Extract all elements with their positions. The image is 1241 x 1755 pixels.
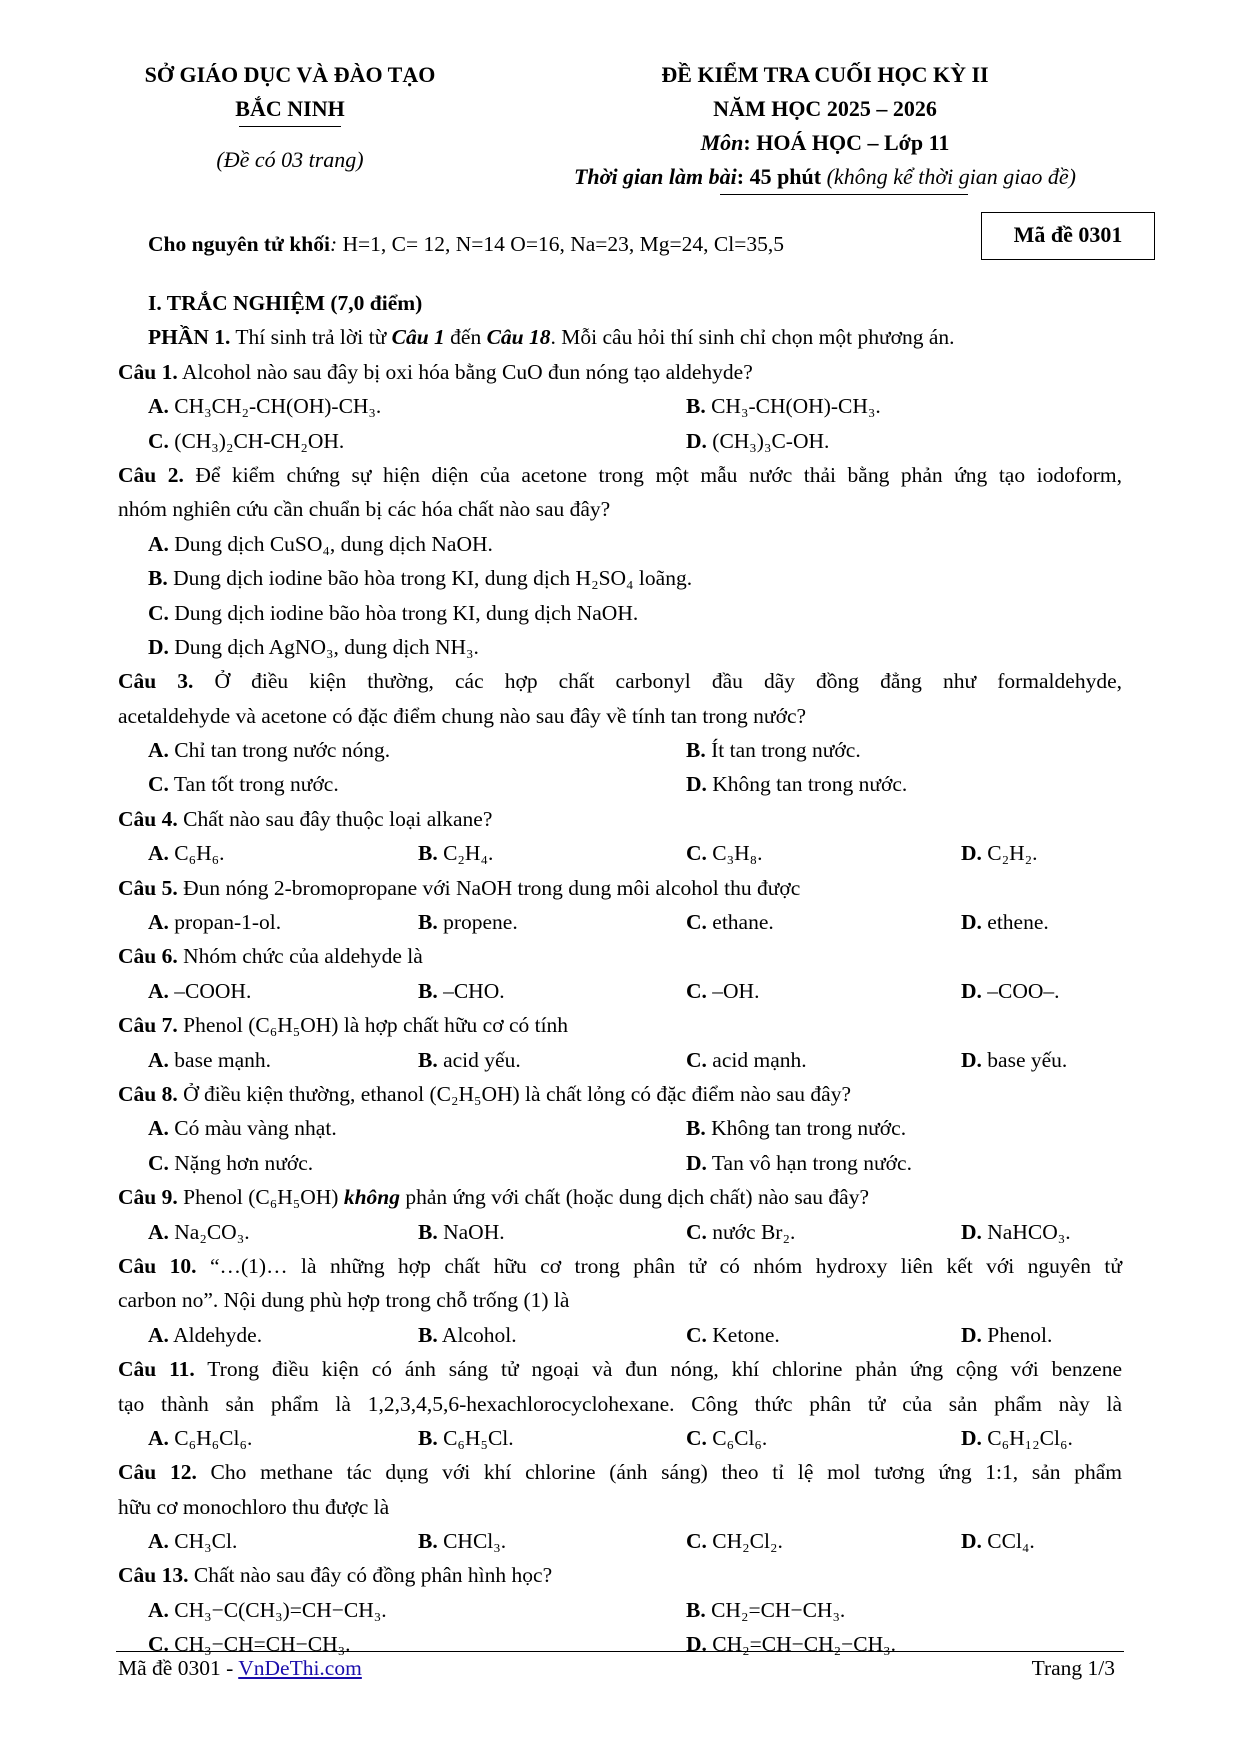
- option-letter: B.: [418, 1219, 438, 1244]
- question-label: Câu 3.: [118, 669, 194, 694]
- option-text: ethene.: [987, 910, 1049, 935]
- option-b: [686, 733, 861, 767]
- option-letter: D.: [961, 978, 982, 1003]
- question-text: Alcohol nào sau đây bị oxi hóa bằng CuO đun nóng tạo aldehyde?: [181, 359, 753, 384]
- option-letter: D.: [686, 1150, 707, 1175]
- option-text: base mạnh.: [174, 1047, 271, 1072]
- option-b: [418, 905, 518, 939]
- question-stem: [118, 939, 1122, 973]
- question-label: Câu 2.: [118, 462, 184, 487]
- option-d: [961, 836, 1038, 870]
- option-c: [148, 424, 344, 458]
- atomic-mass-values: H=1, C= 12, N=14 O=16, Na=23, Mg=24, Cl=35,5: [337, 232, 784, 256]
- question-stem: [118, 355, 1122, 389]
- question-label: Câu 11.: [118, 1357, 195, 1382]
- option-letter: B.: [686, 1597, 706, 1622]
- option-text: Phenol.: [987, 1322, 1053, 1347]
- option-text: C₆H₅Cl.: [443, 1425, 514, 1450]
- exam-title: ĐỀ KIỂM TRA CUỐI HỌC KỲ II: [661, 62, 989, 87]
- option-letter: B.: [686, 394, 706, 419]
- option-text: ethane.: [712, 910, 774, 935]
- option-letter: B.: [148, 566, 168, 591]
- option-d: [686, 767, 907, 801]
- atomic-mass-line: [148, 232, 784, 257]
- option-row: [118, 389, 1122, 423]
- option-row: [118, 733, 1122, 767]
- option-text: Ketone.: [712, 1322, 780, 1347]
- question-text: Ở điều kiện thường, các hợp chất carbonyl đầu dãy đồng đẳng như formaldehyde,: [214, 669, 1122, 694]
- time-underline: [720, 194, 968, 195]
- option-c: [686, 1043, 807, 1077]
- part-text: Thí sinh trả lời từ: [230, 325, 392, 350]
- option-a: [148, 1111, 337, 1145]
- part-label: PHẦN 1.: [148, 325, 231, 350]
- option-text: Chỉ tan trong nước nóng.: [174, 738, 391, 763]
- option-text: –COOH.: [174, 978, 252, 1003]
- option-b: [686, 1111, 906, 1145]
- question-stem: [118, 871, 1122, 905]
- option-text: Nặng hơn nước.: [174, 1150, 314, 1175]
- question-label: Câu 6.: [118, 944, 178, 969]
- option-text: base yếu.: [987, 1047, 1068, 1072]
- time-line: [520, 160, 1130, 194]
- option-letter: D.: [686, 772, 707, 797]
- option-row: [118, 1593, 1122, 1627]
- question-label: Câu 10.: [118, 1253, 197, 1278]
- option-letter: B.: [418, 841, 438, 866]
- option-a: [148, 1318, 262, 1352]
- page-number: Trang 1/3: [1031, 1656, 1115, 1680]
- option-a: [148, 1043, 271, 1077]
- question-label: Câu 1.: [118, 359, 178, 384]
- question-text: phản ứng với chất (hoặc dung dịch chất) nào sau đây?: [400, 1185, 869, 1210]
- option-text: Tan tốt trong nước.: [173, 772, 339, 797]
- atomic-mass-sep: :: [329, 232, 338, 256]
- option-text: (CH₃)₃C-OH.: [712, 428, 830, 453]
- option-text: Dung dịch AgNO₃, dung dịch NH₃.: [174, 634, 479, 659]
- option-b: [418, 1318, 517, 1352]
- footer-site-link[interactable]: VnDeThi.com: [238, 1656, 362, 1680]
- option-c: [148, 1146, 313, 1180]
- subject-value: : HOÁ HỌC – Lớp 11: [743, 130, 950, 155]
- option-text: CH₃CH₂-CH(OH)-CH₃.: [174, 394, 382, 419]
- option-letter: B.: [418, 978, 438, 1003]
- exam-body: [118, 286, 1122, 1662]
- option-a: [148, 1593, 387, 1627]
- question-label: Câu 5.: [118, 875, 178, 900]
- question-label: Câu 12.: [118, 1460, 197, 1485]
- option-b: [418, 1043, 521, 1077]
- option-d: [686, 1627, 896, 1661]
- question-label: Câu 13.: [118, 1563, 189, 1588]
- question-stem: [118, 458, 1122, 492]
- option-text: Dung dịch iodine bão hòa trong KI, dung dịch NaOH.: [174, 600, 639, 625]
- option-text: propene.: [443, 910, 518, 935]
- option-letter: C.: [686, 978, 707, 1003]
- option-b: [418, 974, 505, 1008]
- question-stem: [118, 1249, 1122, 1283]
- option-text: CH₃−C(CH₃)=CH−CH₃.: [174, 1597, 387, 1622]
- question-stem: [118, 1455, 1122, 1489]
- option-row: [118, 1146, 1122, 1180]
- option-d: [961, 905, 1049, 939]
- option-letter: D.: [961, 841, 982, 866]
- question-label: Câu 8.: [118, 1081, 178, 1106]
- time-note: (không kể thời gian giao đề): [826, 164, 1077, 189]
- time-value: : 45 phút: [736, 164, 822, 189]
- part-q-start: Câu 1: [391, 325, 445, 350]
- option-text: NaOH.: [443, 1219, 505, 1244]
- option-text: acid mạnh.: [712, 1047, 807, 1072]
- question-stem: [118, 1180, 1122, 1214]
- option-text: C₃H₈.: [712, 841, 763, 866]
- option-letter: A.: [148, 1047, 169, 1072]
- option-letter: A.: [148, 841, 169, 866]
- option-letter: A.: [148, 1322, 169, 1347]
- question-text: “…(1)… là những hợp chất hữu cơ trong phân tử có nhóm hydroxy liên kết với nguyên tử: [209, 1253, 1123, 1278]
- option-text: Ít tan trong nước.: [711, 738, 861, 763]
- question-text-cont: carbon no”. Nội dung phù hợp trong chỗ trống (1) là: [118, 1288, 570, 1313]
- question-stem: [118, 802, 1122, 836]
- part-q-end: Câu 18: [486, 325, 551, 350]
- option-c: [686, 836, 763, 870]
- option-letter: B.: [418, 1047, 438, 1072]
- pages-note: (Đề có 03 trang): [216, 147, 364, 172]
- option-letter: C.: [686, 1425, 707, 1450]
- option-letter: B.: [418, 1425, 438, 1450]
- option-d: [961, 974, 1060, 1008]
- option-letter: D.: [961, 1047, 982, 1072]
- option-letter: C.: [148, 428, 169, 453]
- option-text: CH₃Cl.: [174, 1529, 238, 1554]
- option-text: CH₂Cl₂.: [712, 1529, 783, 1554]
- subject-line: [520, 126, 1130, 160]
- option-letter: C.: [148, 1632, 169, 1657]
- option-text: Không tan trong nước.: [712, 772, 908, 797]
- option-letter: B.: [686, 738, 706, 763]
- option-row: [118, 974, 1122, 1008]
- footer-code-text: Mã đề 0301 -: [118, 1656, 239, 1680]
- option-c: [686, 905, 774, 939]
- school-year: NĂM HỌC 2025 – 2026: [713, 96, 937, 121]
- option-letter: C.: [686, 1529, 707, 1554]
- option-b: [418, 1524, 506, 1558]
- option-text: nước Br₂.: [712, 1219, 796, 1244]
- question-label: Câu 4.: [118, 806, 178, 831]
- question-text: Phenol (C₆H₅OH): [183, 1185, 344, 1210]
- option-letter: A.: [148, 1597, 169, 1622]
- option-text: Dung dịch iodine bão hòa trong KI, dung dịch H₂SO₄ loãng.: [173, 566, 693, 591]
- part-instructions: [118, 320, 1122, 354]
- question-text: Chất nào sau đây thuộc loại alkane?: [183, 806, 493, 831]
- question-stem: [118, 1558, 1122, 1592]
- option-text: –CHO.: [443, 978, 505, 1003]
- option-a: [148, 1524, 237, 1558]
- part-text: đến: [444, 325, 487, 350]
- option-text: C₂H₂.: [987, 841, 1038, 866]
- option-row: [118, 1421, 1122, 1455]
- option-d: [961, 1043, 1067, 1077]
- option-letter: C.: [148, 1150, 169, 1175]
- option-row: [118, 836, 1122, 870]
- option-text: propan-1-ol.: [174, 910, 282, 935]
- option-a: [148, 974, 251, 1008]
- question-text: Phenol (C₆H₅OH) là hợp chất hữu cơ có tính: [183, 1013, 569, 1038]
- question-label: Câu 7.: [118, 1013, 178, 1038]
- option-text: Alcohol.: [441, 1322, 517, 1347]
- option-row: [118, 1524, 1122, 1558]
- option-text: Na₂CO₃.: [174, 1219, 250, 1244]
- option-row: [118, 424, 1122, 458]
- option-letter: B.: [686, 1116, 706, 1141]
- option-b: [418, 836, 493, 870]
- option-d: [961, 1421, 1073, 1455]
- option-text: Có màu vàng nhạt.: [174, 1116, 337, 1141]
- option-letter: C.: [686, 910, 707, 935]
- option-d: [961, 1215, 1071, 1249]
- option-letter: D.: [961, 1425, 982, 1450]
- question-emphasis: không: [343, 1185, 400, 1210]
- question-text: Trong điều kiện có ánh sáng tử ngoại và đun nóng, khí chlorine phản ứng cộng với benzene: [207, 1357, 1122, 1382]
- option-letter: B.: [418, 910, 438, 935]
- option-text: C₆Cl₆.: [712, 1425, 768, 1450]
- option-letter: B.: [418, 1322, 438, 1347]
- option-letter: D.: [148, 634, 169, 659]
- option-a: [118, 527, 1122, 561]
- option-letter: A.: [148, 1219, 169, 1244]
- option-a: [148, 836, 225, 870]
- option-text: (CH₃)₂CH-CH₂OH.: [174, 428, 345, 453]
- option-a: [148, 1215, 250, 1249]
- option-text: CHCl₃.: [443, 1529, 507, 1554]
- time-label: Thời gian làm bài: [573, 164, 737, 189]
- question-stem: [118, 1008, 1122, 1042]
- option-c: [686, 974, 759, 1008]
- option-letter: C.: [148, 600, 169, 625]
- option-letter: C.: [686, 841, 707, 866]
- question-text-cont: tạo thành sản phẩm là 1,2,3,4,5,6-hexachlorocyclohexane. Công thức phân tử của sản phẩm này là: [118, 1391, 1122, 1416]
- org-province: BẮC NINH: [235, 96, 345, 121]
- option-text: CH₃−CH=CH−CH₃.: [174, 1632, 351, 1657]
- question-stem: [118, 664, 1122, 698]
- option-row: [118, 1215, 1122, 1249]
- option-text: C₆H₁₂Cl₆.: [987, 1425, 1073, 1450]
- option-letter: D.: [686, 428, 707, 453]
- question-text: Cho methane tác dụng với khí chlorine (ánh sáng) theo tỉ lệ mol tương ứng 1:1, sản phẩm: [210, 1460, 1123, 1485]
- option-c: [148, 767, 339, 801]
- option-letter: A.: [148, 394, 169, 419]
- option-letter: D.: [686, 1632, 707, 1657]
- option-c: [118, 596, 1122, 630]
- option-text: –COO–.: [987, 978, 1060, 1003]
- option-text: NaHCO₃.: [987, 1219, 1071, 1244]
- header-organization: [100, 58, 480, 177]
- option-c: [686, 1215, 795, 1249]
- question-text: Nhóm chức của aldehyde là: [183, 944, 423, 969]
- option-d: [686, 424, 829, 458]
- option-text: acid yếu.: [443, 1047, 521, 1072]
- org-underline: [239, 126, 341, 127]
- question-text: Chất nào sau đây có đồng phân hình học?: [193, 1563, 553, 1588]
- option-letter: D.: [961, 1529, 982, 1554]
- option-b: [118, 561, 1122, 595]
- question-text-cont: nhóm nghiên cứu cần chuẩn bị các hóa chất nào sau đây?: [118, 497, 611, 522]
- option-row: [118, 1043, 1122, 1077]
- option-text: CH₃-CH(OH)-CH₃.: [711, 394, 881, 419]
- option-text: CH₂=CH−CH₂−CH₃.: [712, 1632, 896, 1657]
- option-letter: C.: [686, 1047, 707, 1072]
- option-text: Tan vô hạn trong nước.: [711, 1150, 912, 1175]
- option-text: Dung dịch CuSO₄, dung dịch NaOH.: [174, 531, 493, 556]
- option-letter: A.: [148, 1425, 169, 1450]
- option-c: [686, 1318, 780, 1352]
- option-text: Aldehyde.: [173, 1322, 263, 1347]
- option-text: –OH.: [712, 978, 760, 1003]
- option-c: [686, 1524, 783, 1558]
- question-text: Để kiểm chứng sự hiện diện của acetone trong một mẫu nước thải bằng phản ứng tạo iodoform,: [195, 462, 1122, 487]
- question-text: Ở điều kiện thường, ethanol (C₂H₅OH) là chất lỏng có đặc điểm nào sau đây?: [183, 1081, 852, 1106]
- option-b: [418, 1421, 514, 1455]
- option-letter: D.: [961, 1219, 982, 1244]
- option-text: C₆H₆Cl₆.: [174, 1425, 253, 1450]
- option-a: [148, 905, 281, 939]
- option-row: [118, 767, 1122, 801]
- option-a: [148, 1421, 252, 1455]
- footer-code: [118, 1656, 362, 1681]
- question-stem: [118, 1352, 1122, 1386]
- option-text: C₂H₄.: [443, 841, 494, 866]
- option-d: [961, 1524, 1035, 1558]
- option-d: [118, 630, 1122, 664]
- option-b: [686, 389, 881, 423]
- org-name: SỞ GIÁO DỤC VÀ ĐÀO TẠO: [144, 62, 436, 87]
- option-letter: A.: [148, 1116, 169, 1141]
- option-b: [418, 1215, 505, 1249]
- option-letter: A.: [148, 978, 169, 1003]
- option-letter: A.: [148, 1529, 169, 1554]
- option-text: Không tan trong nước.: [711, 1116, 907, 1141]
- option-letter: A.: [148, 531, 169, 556]
- question-label: Câu 9.: [118, 1185, 178, 1210]
- question-text: Đun nóng 2-bromopropane với NaOH trong dung môi alcohol thu được: [183, 875, 801, 900]
- section-title: I. TRẮC NGHIỆM (7,0 điểm): [148, 291, 423, 315]
- option-letter: C.: [686, 1219, 707, 1244]
- question-text-cont: hữu cơ monochloro thu được là: [118, 1494, 390, 1519]
- option-letter: D.: [961, 1322, 982, 1347]
- option-d: [686, 1146, 912, 1180]
- option-letter: C.: [686, 1322, 707, 1347]
- option-text: CCl₄.: [987, 1529, 1035, 1554]
- option-row: [118, 1318, 1122, 1352]
- option-c: [686, 1421, 767, 1455]
- question-stem: [118, 1077, 1122, 1111]
- header-exam-info: [520, 58, 1130, 194]
- question-text-cont: acetaldehyde và acetone có đặc điểm chung nào sau đây về tính tan trong nước?: [118, 703, 807, 728]
- option-b: [686, 1593, 845, 1627]
- footer-divider: [116, 1651, 1124, 1652]
- part-text: . Mỗi câu hỏi thí sinh chỉ chọn một phương án.: [550, 325, 955, 350]
- option-d: [961, 1318, 1052, 1352]
- option-row: [118, 905, 1122, 939]
- option-a: [148, 389, 381, 423]
- option-letter: D.: [961, 910, 982, 935]
- option-letter: B.: [418, 1529, 438, 1554]
- option-row: [118, 1111, 1122, 1145]
- option-letter: A.: [148, 738, 169, 763]
- atomic-mass-label: Cho nguyên tử khối: [148, 232, 330, 256]
- option-text: C₆H₆.: [174, 841, 225, 866]
- subject-label: Môn: [700, 130, 744, 155]
- exam-code-box: Mã đề 0301: [981, 212, 1155, 260]
- option-a: [148, 733, 390, 767]
- option-letter: C.: [148, 772, 169, 797]
- option-letter: A.: [148, 910, 169, 935]
- option-text: CH₂=CH−CH₃.: [711, 1597, 846, 1622]
